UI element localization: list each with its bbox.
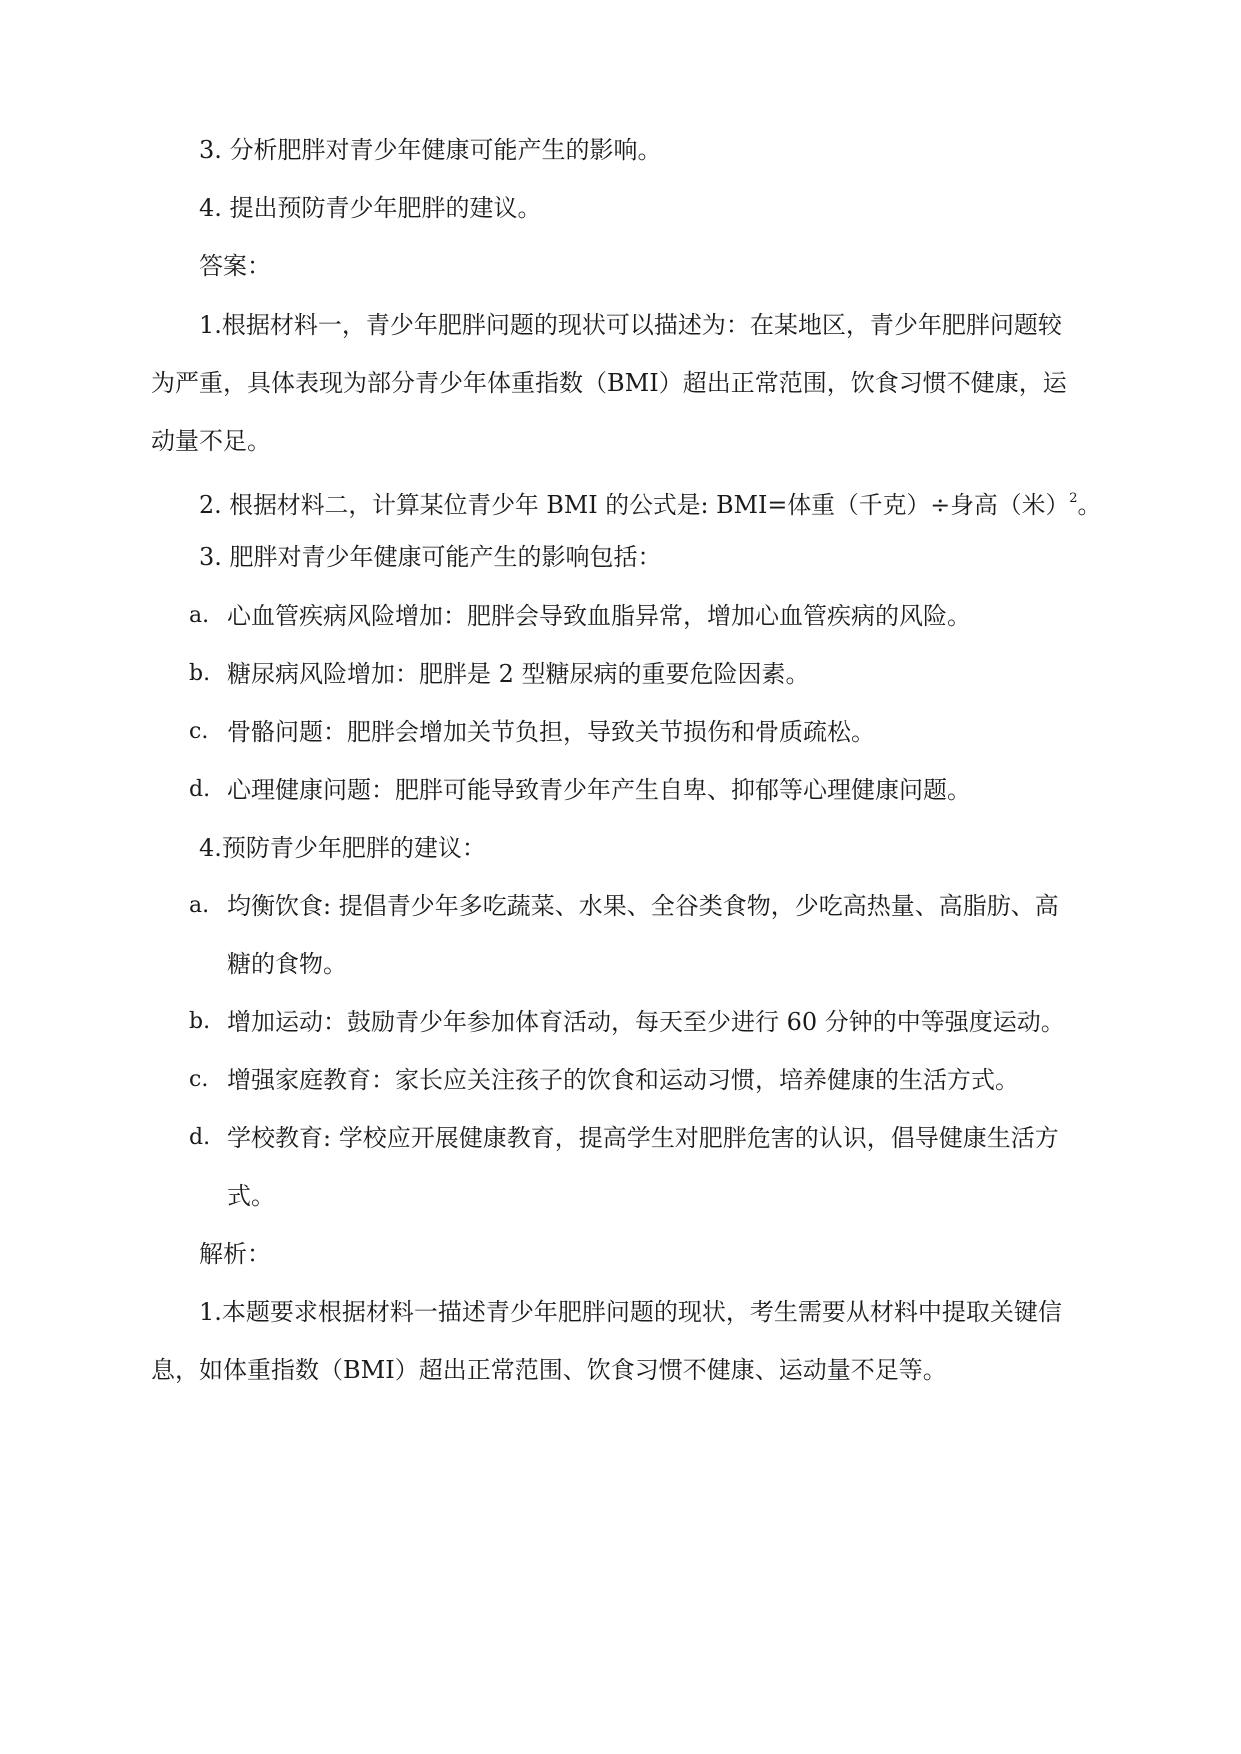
answer-1-line-1: 1.根据材料一，青少年肥胖问题的现状可以描述为：在某地区，青少年肥胖问题较 — [199, 311, 1062, 339]
answer-4-item-d-line-1: 学校教育: 学校应开展健康教育，提高学生对肥胖危害的认识，倡导健康生活方 — [227, 1124, 1059, 1152]
answer-3-item-d: 心理健康问题：肥胖可能导致青少年产生自卑、抑郁等心理健康问题。 — [227, 776, 971, 804]
answer-1-line-2: 为严重，具体表现为部分青少年体重指数（BMI）超出正常范围，饮食习惯不健康，运 — [151, 369, 1067, 397]
question-4: 4. 提出预防青少年肥胖的建议。 — [199, 194, 542, 222]
answer-1-line-3: 动量不足。 — [151, 427, 271, 455]
question-3: 3. 分析肥胖对青少年健康可能产生的影响。 — [199, 136, 662, 164]
list-marker-b: b. — [189, 1009, 211, 1034]
list-marker-b: b. — [189, 661, 211, 686]
answer-3-item-c: 骨骼问题：肥胖会增加关节负担，导致关节损伤和骨质疏松。 — [227, 718, 875, 746]
answer-4-item-b: 增加运动：鼓励青少年参加体育活动，每天至少进行 60 分钟的中等强度运动。 — [227, 1008, 1065, 1036]
answer-3-item-b: 糖尿病风险增加：肥胖是 2 型糖尿病的重要危险因素。 — [227, 660, 810, 688]
list-marker-c: c. — [189, 1067, 209, 1092]
answer-3-item-a: 心血管疾病风险增加：肥胖会导致血脂异常，增加心血管疾病的风险。 — [227, 602, 971, 630]
answer-4-item-a-line-2: 糖的食物。 — [227, 950, 347, 978]
analysis-1-line-1: 1.本题要求根据材料一描述青少年肥胖问题的现状，考生需要从材料中提取关键信 — [199, 1298, 1062, 1326]
answer-4-intro: 4.预防青少年肥胖的建议： — [199, 834, 486, 862]
answer-2-text: 2. 根据材料二，计算某位青少年 BMI 的公式是: BMI=体重（千克）÷身高（米） — [199, 491, 1070, 519]
answer-4-item-d-line-2: 式。 — [227, 1182, 275, 1210]
list-marker-a: a. — [189, 893, 210, 918]
list-marker-c: c. — [189, 719, 209, 744]
list-marker-d: d. — [189, 1125, 211, 1150]
list-marker-d: d. — [189, 777, 211, 802]
analysis-heading: 解析： — [199, 1240, 271, 1268]
analysis-1-line-2: 息，如体重指数（BMI）超出正常范围、饮食习惯不健康、运动量不足等。 — [151, 1356, 947, 1384]
list-marker-a: a. — [189, 603, 210, 628]
superscript-2: 2 — [1069, 491, 1078, 506]
answer-heading: 答案： — [199, 252, 271, 280]
answer-3-intro: 3. 肥胖对青少年健康可能产生的影响包括： — [199, 543, 662, 571]
answer-4-item-c: 增强家庭教育：家长应关注孩子的饮食和运动习惯，培养健康的生活方式。 — [227, 1066, 1019, 1094]
answer-2-formula — [199, 483, 1101, 521]
answer-4-item-a-line-1: 均衡饮食: 提倡青少年多吃蔬菜、水果、全谷类食物，少吃高热量、高脂肪、高 — [227, 892, 1059, 920]
answer-2-end: 。 — [1077, 491, 1102, 519]
